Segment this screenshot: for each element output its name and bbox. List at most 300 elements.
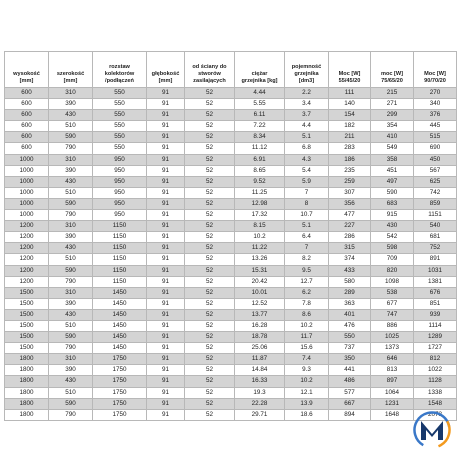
table-cell: 91 xyxy=(147,398,185,409)
table-cell: 140 xyxy=(329,99,371,110)
table-cell: 600 xyxy=(5,88,49,99)
table-cell: 52 xyxy=(185,243,235,254)
table-cell: 91 xyxy=(147,154,185,165)
table-cell: 812 xyxy=(414,354,457,365)
table-cell: 4.4 xyxy=(285,121,329,132)
table-cell: 590 xyxy=(49,332,93,343)
table-cell: 7 xyxy=(285,243,329,254)
table-row xyxy=(5,354,457,365)
table-cell: 52 xyxy=(185,254,235,265)
table-cell: 1098 xyxy=(371,276,414,287)
table-cell: 91 xyxy=(147,165,185,176)
table-row xyxy=(5,287,457,298)
table-cell: 550 xyxy=(93,121,147,132)
table-cell: 5.9 xyxy=(285,176,329,187)
table-row xyxy=(5,221,457,232)
table-cell: 1338 xyxy=(414,387,457,398)
col-header-power-55: Moc [W] 55/45/20 xyxy=(329,52,371,88)
table-cell: 550 xyxy=(93,143,147,154)
table-cell: 10.2 xyxy=(235,232,285,243)
table-cell: 410 xyxy=(371,132,414,143)
table-cell: 430 xyxy=(49,243,93,254)
table-cell: 91 xyxy=(147,376,185,387)
table-row xyxy=(5,232,457,243)
table-cell: 1450 xyxy=(93,298,147,309)
table-cell: 476 xyxy=(329,320,371,331)
table-cell: 91 xyxy=(147,343,185,354)
table-cell: 7.8 xyxy=(285,298,329,309)
table-row xyxy=(5,276,457,287)
table-cell: 577 xyxy=(329,387,371,398)
table-cell: 550 xyxy=(329,332,371,343)
table-row xyxy=(5,320,457,331)
table-cell: 915 xyxy=(371,210,414,221)
table-cell: 15.31 xyxy=(235,265,285,276)
table-cell: 1500 xyxy=(5,332,49,343)
table-cell: 91 xyxy=(147,121,185,132)
table-cell: 10.01 xyxy=(235,287,285,298)
table-cell: 354 xyxy=(371,121,414,132)
table-cell: 154 xyxy=(329,110,371,121)
table-cell: 19.3 xyxy=(235,387,285,398)
table-cell: 1450 xyxy=(93,343,147,354)
table-cell: 52 xyxy=(185,376,235,387)
table-row xyxy=(5,99,457,110)
table-cell: 752 xyxy=(414,243,457,254)
table-cell: 8.65 xyxy=(235,165,285,176)
table-cell: 1200 xyxy=(5,254,49,265)
table-cell: 52 xyxy=(185,99,235,110)
table-cell: 13.9 xyxy=(285,398,329,409)
table-cell: 91 xyxy=(147,143,185,154)
table-cell: 897 xyxy=(371,376,414,387)
table-cell: 1000 xyxy=(5,154,49,165)
table-cell: 91 xyxy=(147,187,185,198)
table-cell: 1750 xyxy=(93,398,147,409)
table-cell: 10.2 xyxy=(285,320,329,331)
table-cell: 790 xyxy=(49,276,93,287)
table-cell: 310 xyxy=(49,354,93,365)
table-row xyxy=(5,254,457,265)
table-cell: 681 xyxy=(414,232,457,243)
table-cell: 950 xyxy=(93,210,147,221)
table-row xyxy=(5,88,457,99)
table-cell: 25.06 xyxy=(235,343,285,354)
table-cell: 1064 xyxy=(371,387,414,398)
table-cell: 737 xyxy=(329,343,371,354)
table-cell: 1128 xyxy=(414,376,457,387)
brand-m-logo-icon xyxy=(412,410,452,450)
table-cell: 1150 xyxy=(93,232,147,243)
table-cell: 1200 xyxy=(5,243,49,254)
table-cell: 590 xyxy=(49,265,93,276)
table-cell: 445 xyxy=(414,121,457,132)
table-cell: 9.52 xyxy=(235,176,285,187)
table-row xyxy=(5,243,457,254)
table-cell: 600 xyxy=(5,110,49,121)
table-row xyxy=(5,176,457,187)
table-cell: 270 xyxy=(414,88,457,99)
table-cell: 401 xyxy=(329,309,371,320)
table-cell: 350 xyxy=(329,354,371,365)
table-cell: 3.4 xyxy=(285,99,329,110)
table-cell: 299 xyxy=(371,110,414,121)
table-cell: 542 xyxy=(371,232,414,243)
table-row xyxy=(5,343,457,354)
table-cell: 550 xyxy=(93,88,147,99)
table-cell: 851 xyxy=(414,298,457,309)
table-cell: 52 xyxy=(185,143,235,154)
table-cell: 10.2 xyxy=(285,376,329,387)
table-cell: 91 xyxy=(147,210,185,221)
col-header-height: wysokość [mm] xyxy=(5,52,49,88)
table-cell: 91 xyxy=(147,409,185,420)
table-cell: 950 xyxy=(93,154,147,165)
table-cell: 18.6 xyxy=(285,409,329,420)
table-cell: 52 xyxy=(185,110,235,121)
table-cell: 91 xyxy=(147,176,185,187)
table-cell: 52 xyxy=(185,154,235,165)
table-cell: 390 xyxy=(49,365,93,376)
table-cell: 310 xyxy=(49,221,93,232)
table-cell: 6.91 xyxy=(235,154,285,165)
table-cell: 390 xyxy=(49,298,93,309)
table-cell: 52 xyxy=(185,387,235,398)
table-cell: 1289 xyxy=(414,332,457,343)
table-cell: 1450 xyxy=(93,287,147,298)
table-cell: 20.42 xyxy=(235,276,285,287)
table-cell: 1000 xyxy=(5,198,49,209)
table-cell: 1000 xyxy=(5,210,49,221)
table-cell: 790 xyxy=(49,210,93,221)
table-cell: 13.77 xyxy=(235,309,285,320)
table-cell: 307 xyxy=(329,187,371,198)
table-cell: 16.33 xyxy=(235,376,285,387)
table-cell: 1150 xyxy=(93,276,147,287)
table-cell: 91 xyxy=(147,298,185,309)
table-cell: 10.7 xyxy=(285,210,329,221)
table-cell: 646 xyxy=(371,354,414,365)
table-cell: 550 xyxy=(93,99,147,110)
table-cell: 950 xyxy=(93,198,147,209)
table-cell: 477 xyxy=(329,210,371,221)
table-cell: 1200 xyxy=(5,221,49,232)
table-cell: 12.98 xyxy=(235,198,285,209)
table-cell: 1500 xyxy=(5,309,49,320)
table-cell: 600 xyxy=(5,99,49,110)
table-cell: 590 xyxy=(371,187,414,198)
table-cell: 91 xyxy=(147,221,185,232)
table-cell: 1000 xyxy=(5,187,49,198)
table-cell: 1200 xyxy=(5,232,49,243)
table-cell: 6.8 xyxy=(285,143,329,154)
table-cell: 939 xyxy=(414,309,457,320)
table-cell: 1373 xyxy=(371,343,414,354)
col-header-width: szerokość [mm] xyxy=(49,52,93,88)
table-cell: 891 xyxy=(414,254,457,265)
table-cell: 9.5 xyxy=(285,265,329,276)
col-header-spacing: rozstaw kolektorów /podłączeń xyxy=(93,52,147,88)
table-row xyxy=(5,154,457,165)
table-cell: 52 xyxy=(185,121,235,132)
table-cell: 11.22 xyxy=(235,243,285,254)
table-cell: 1500 xyxy=(5,320,49,331)
table-cell: 590 xyxy=(49,398,93,409)
table-cell: 510 xyxy=(49,387,93,398)
table-cell: 283 xyxy=(329,143,371,154)
table-cell: 52 xyxy=(185,354,235,365)
table-cell: 52 xyxy=(185,132,235,143)
table-row xyxy=(5,143,457,154)
table-row xyxy=(5,387,457,398)
table-cell: 8.2 xyxy=(285,254,329,265)
table-cell: 1200 xyxy=(5,276,49,287)
table-cell: 1000 xyxy=(5,165,49,176)
table-cell: 450 xyxy=(414,154,457,165)
table-cell: 16.28 xyxy=(235,320,285,331)
table-cell: 310 xyxy=(49,287,93,298)
table-cell: 451 xyxy=(371,165,414,176)
table-cell: 1231 xyxy=(371,398,414,409)
table-cell: 5.55 xyxy=(235,99,285,110)
table-cell: 11.12 xyxy=(235,143,285,154)
col-header-depth: głębokość [mm] xyxy=(147,52,185,88)
table-row xyxy=(5,187,457,198)
table-row xyxy=(5,121,457,132)
table-cell: 52 xyxy=(185,187,235,198)
table-cell: 550 xyxy=(93,110,147,121)
table-cell: 790 xyxy=(49,143,93,154)
table-cell: 358 xyxy=(371,154,414,165)
table-cell: 1500 xyxy=(5,298,49,309)
table-cell: 1150 xyxy=(93,254,147,265)
table-cell: 510 xyxy=(49,187,93,198)
table-cell: 259 xyxy=(329,176,371,187)
table-cell: 12.7 xyxy=(285,276,329,287)
table-cell: 430 xyxy=(49,176,93,187)
table-cell: 3.7 xyxy=(285,110,329,121)
table-cell: 1025 xyxy=(371,332,414,343)
table-cell: 52 xyxy=(185,265,235,276)
col-header-wall-distance: od ściany do stworów zasilających xyxy=(185,52,235,88)
table-cell: 52 xyxy=(185,232,235,243)
table-cell: 790 xyxy=(49,409,93,420)
table-cell: 271 xyxy=(371,99,414,110)
table-cell: 683 xyxy=(371,198,414,209)
table-cell: 390 xyxy=(49,232,93,243)
table-cell: 13.26 xyxy=(235,254,285,265)
table-cell: 600 xyxy=(5,132,49,143)
table-cell: 8.6 xyxy=(285,309,329,320)
table-cell: 390 xyxy=(49,99,93,110)
table-cell: 742 xyxy=(414,187,457,198)
table-cell: 356 xyxy=(329,198,371,209)
table-row xyxy=(5,298,457,309)
table-cell: 441 xyxy=(329,365,371,376)
table-cell: 1450 xyxy=(93,309,147,320)
table-cell: 1022 xyxy=(414,365,457,376)
table-cell: 1800 xyxy=(5,387,49,398)
table-cell: 91 xyxy=(147,232,185,243)
table-cell: 52 xyxy=(185,221,235,232)
table-cell: 676 xyxy=(414,287,457,298)
table-cell: 52 xyxy=(185,88,235,99)
table-cell: 11.87 xyxy=(235,354,285,365)
table-cell: 211 xyxy=(329,132,371,143)
table-cell: 510 xyxy=(49,320,93,331)
table-cell: 286 xyxy=(329,232,371,243)
table-cell: 1381 xyxy=(414,276,457,287)
radiator-spec-table xyxy=(4,51,457,421)
table-cell: 5.4 xyxy=(285,165,329,176)
table-cell: 91 xyxy=(147,110,185,121)
table-cell: 91 xyxy=(147,99,185,110)
table-cell: 859 xyxy=(414,198,457,209)
table-cell: 4.44 xyxy=(235,88,285,99)
table-cell: 510 xyxy=(49,254,93,265)
table-cell: 91 xyxy=(147,287,185,298)
table-cell: 600 xyxy=(5,143,49,154)
table-cell: 91 xyxy=(147,88,185,99)
table-cell: 567 xyxy=(414,165,457,176)
table-cell: 52 xyxy=(185,332,235,343)
table-cell: 363 xyxy=(329,298,371,309)
table-cell: 1031 xyxy=(414,265,457,276)
table-cell: 91 xyxy=(147,198,185,209)
table-cell: 186 xyxy=(329,154,371,165)
table-cell: 950 xyxy=(93,165,147,176)
table-cell: 510 xyxy=(49,121,93,132)
table-cell: 340 xyxy=(414,99,457,110)
table-cell: 91 xyxy=(147,132,185,143)
table-cell: 1750 xyxy=(93,376,147,387)
table-cell: 52 xyxy=(185,320,235,331)
table-cell: 52 xyxy=(185,198,235,209)
table-cell: 1750 xyxy=(93,354,147,365)
table-cell: 820 xyxy=(371,265,414,276)
table-cell: 667 xyxy=(329,398,371,409)
table-cell: 315 xyxy=(329,243,371,254)
table-cell: 91 xyxy=(147,254,185,265)
table-row xyxy=(5,309,457,320)
table-cell: 6.4 xyxy=(285,232,329,243)
table-cell: 598 xyxy=(371,243,414,254)
table-cell: 14.84 xyxy=(235,365,285,376)
col-header-power-75: moc [W] 75/65/20 xyxy=(371,52,414,88)
table-row xyxy=(5,265,457,276)
table-cell: 2073 xyxy=(414,409,457,420)
table-cell: 91 xyxy=(147,354,185,365)
table-cell: 52 xyxy=(185,298,235,309)
table-cell: 790 xyxy=(49,343,93,354)
table-row xyxy=(5,110,457,121)
table-cell: 310 xyxy=(49,154,93,165)
table-cell: 52 xyxy=(185,309,235,320)
table-cell: 486 xyxy=(329,376,371,387)
table-cell: 950 xyxy=(93,176,147,187)
table-cell: 7.4 xyxy=(285,354,329,365)
table-cell: 8.15 xyxy=(235,221,285,232)
table-row xyxy=(5,398,457,409)
table-cell: 430 xyxy=(49,376,93,387)
table-cell: 7.22 xyxy=(235,121,285,132)
table-cell: 52 xyxy=(185,176,235,187)
table-cell: 590 xyxy=(49,132,93,143)
table-cell: 950 xyxy=(93,187,147,198)
table-cell: 12.1 xyxy=(285,387,329,398)
table-cell: 1800 xyxy=(5,354,49,365)
table-cell: 2.2 xyxy=(285,88,329,99)
table-cell: 12.52 xyxy=(235,298,285,309)
table-body xyxy=(5,88,457,421)
table-cell: 1750 xyxy=(93,387,147,398)
table-cell: 5.1 xyxy=(285,132,329,143)
table-cell: 430 xyxy=(371,221,414,232)
table-cell: 550 xyxy=(93,132,147,143)
table-cell: 52 xyxy=(185,276,235,287)
table-cell: 52 xyxy=(185,210,235,221)
table-cell: 17.32 xyxy=(235,210,285,221)
table-cell: 52 xyxy=(185,287,235,298)
table-cell: 1150 xyxy=(93,265,147,276)
table-cell: 1151 xyxy=(414,210,457,221)
table-cell: 590 xyxy=(49,198,93,209)
table-cell: 91 xyxy=(147,309,185,320)
col-header-capacity: pojemność grzejnika [dm3] xyxy=(285,52,329,88)
table-cell: 1500 xyxy=(5,343,49,354)
col-header-power-90: Moc [W] 90/70/20 xyxy=(414,52,457,88)
table-cell: 22.28 xyxy=(235,398,285,409)
table-cell: 1727 xyxy=(414,343,457,354)
table-cell: 497 xyxy=(371,176,414,187)
table-cell: 235 xyxy=(329,165,371,176)
table-cell: 91 xyxy=(147,243,185,254)
table-cell: 540 xyxy=(414,221,457,232)
table-cell: 18.78 xyxy=(235,332,285,343)
table-row xyxy=(5,198,457,209)
table-row xyxy=(5,332,457,343)
table-cell: 5.1 xyxy=(285,221,329,232)
table-header-row xyxy=(5,52,457,88)
table-cell: 310 xyxy=(49,88,93,99)
table-cell: 1150 xyxy=(93,221,147,232)
table-cell: 91 xyxy=(147,387,185,398)
table-cell: 538 xyxy=(371,287,414,298)
table-cell: 1500 xyxy=(5,287,49,298)
table-cell: 1750 xyxy=(93,365,147,376)
table-cell: 1450 xyxy=(93,320,147,331)
table-cell: 894 xyxy=(329,409,371,420)
table-cell: 709 xyxy=(371,254,414,265)
table-cell: 91 xyxy=(147,320,185,331)
table-cell: 91 xyxy=(147,365,185,376)
table-cell: 690 xyxy=(414,143,457,154)
table-cell: 433 xyxy=(329,265,371,276)
table-cell: 1450 xyxy=(93,332,147,343)
table-cell: 430 xyxy=(49,309,93,320)
table-cell: 6.11 xyxy=(235,110,285,121)
table-cell: 1200 xyxy=(5,265,49,276)
table-cell: 52 xyxy=(185,398,235,409)
table-cell: 374 xyxy=(329,254,371,265)
table-cell: 549 xyxy=(371,143,414,154)
table-cell: 1150 xyxy=(93,243,147,254)
table-cell: 1548 xyxy=(414,398,457,409)
table-row xyxy=(5,409,457,420)
table-cell: 677 xyxy=(371,298,414,309)
table-row xyxy=(5,376,457,387)
table-cell: 4.3 xyxy=(285,154,329,165)
